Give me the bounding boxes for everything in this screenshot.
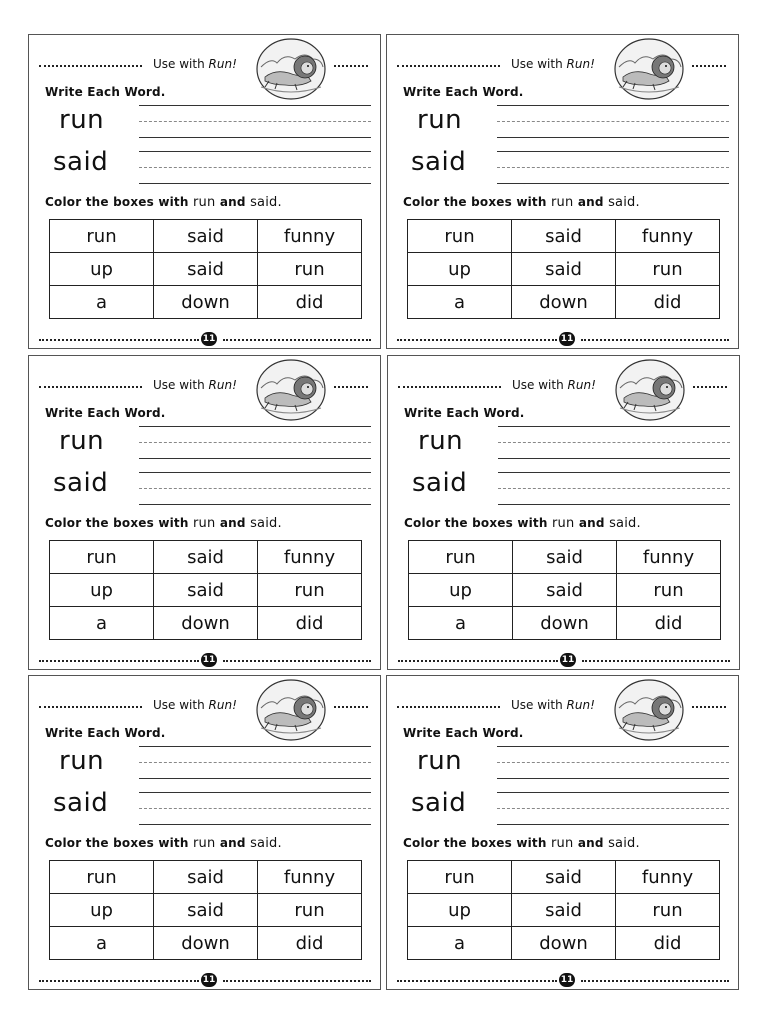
grid-cell[interactable]: run (50, 220, 154, 253)
writing-line[interactable] (139, 472, 371, 473)
grid-cell[interactable]: up (50, 574, 154, 607)
use-with-prefix: Use with (153, 378, 205, 392)
instruction-word-said: said. (608, 836, 640, 851)
grid-cell[interactable]: said (154, 574, 258, 607)
grid-cell[interactable]: funny (258, 220, 362, 253)
instruction-word-run: run (193, 516, 216, 531)
dotted-rule-bottom-left (39, 660, 199, 662)
write-each-word-instruction: Write Each Word. (403, 726, 524, 740)
color-boxes-instruction (403, 836, 640, 851)
dotted-rule-bottom-left (397, 980, 557, 982)
writing-line[interactable] (139, 105, 371, 106)
use-with-label (511, 698, 595, 712)
grid-cell[interactable]: run (50, 541, 154, 574)
color-boxes-instruction (45, 836, 282, 851)
dotted-rule-bottom-left (398, 660, 558, 662)
grid-cell[interactable]: a (50, 607, 154, 640)
dotted-rule-top-left (397, 706, 500, 708)
instruction-text: Color the boxes with (403, 836, 547, 850)
dotted-rule-top-right (334, 386, 368, 388)
use-with-label (512, 378, 596, 392)
color-boxes-instruction (403, 195, 640, 210)
trace-word-run: run (418, 426, 464, 456)
dotted-rule-top-right (692, 706, 726, 708)
grid-cell[interactable]: a (50, 286, 154, 319)
instruction-text: and (219, 836, 246, 850)
writing-guide-line (497, 121, 729, 122)
dotted-rule-bottom-left (39, 339, 199, 341)
instruction-text: Color the boxes with (45, 195, 189, 209)
use-with-label (153, 378, 237, 392)
use-with-label (153, 698, 237, 712)
dotted-rule-top-right (693, 386, 727, 388)
word-grid (407, 219, 720, 319)
instruction-text: and (219, 195, 246, 209)
page-number-badge: 11 (560, 975, 574, 985)
page-number-badge: 11 (202, 975, 216, 985)
instruction-text: Color the boxes with (404, 516, 548, 530)
grid-cell[interactable]: run (408, 861, 512, 894)
grid-row (50, 861, 362, 894)
grid-cell[interactable]: down (154, 286, 258, 319)
dotted-rule-bottom-left (397, 339, 557, 341)
grid-cell[interactable]: said (512, 894, 616, 927)
write-each-word-instruction: Write Each Word. (404, 406, 525, 420)
use-with-title: Run! (208, 698, 237, 712)
trace-word-said: said (411, 788, 467, 818)
grid-cell[interactable]: down (154, 927, 258, 960)
lion-icon (613, 678, 685, 742)
writing-guide-line (139, 167, 371, 168)
grid-cell[interactable]: did (258, 927, 362, 960)
use-with-label (511, 57, 595, 71)
writing-line[interactable] (139, 746, 371, 747)
writing-line[interactable] (139, 824, 371, 825)
grid-cell[interactable]: did (617, 607, 721, 640)
instruction-word-run: run (193, 836, 216, 851)
writing-line[interactable] (498, 426, 730, 427)
lion-icon (255, 678, 327, 742)
writing-guide-line (497, 167, 729, 168)
grid-row (50, 607, 362, 640)
writing-line[interactable] (139, 458, 371, 459)
use-with-title: Run! (566, 57, 595, 71)
grid-cell[interactable]: down (513, 607, 617, 640)
grid-row (50, 541, 362, 574)
writing-line[interactable] (497, 137, 729, 138)
grid-row (409, 607, 721, 640)
lion-icon (613, 37, 685, 101)
instruction-word-said: said. (609, 516, 641, 531)
instruction-word-said: said. (608, 195, 640, 210)
dotted-rule-top-left (39, 386, 142, 388)
page-number-badge: 11 (202, 655, 216, 665)
dotted-rule-top-right (692, 65, 726, 67)
grid-cell[interactable]: run (50, 861, 154, 894)
grid-cell[interactable]: did (616, 286, 720, 319)
trace-word-said: said (53, 468, 109, 498)
instruction-text: and (577, 836, 604, 850)
grid-cell[interactable]: funny (617, 541, 721, 574)
grid-cell[interactable]: funny (616, 220, 720, 253)
grid-cell[interactable]: said (513, 574, 617, 607)
dotted-rule-top-left (39, 65, 142, 67)
grid-cell[interactable]: down (512, 286, 616, 319)
grid-row (50, 927, 362, 960)
instruction-text: and (219, 516, 246, 530)
grid-cell[interactable]: a (408, 286, 512, 319)
grid-cell[interactable]: said (154, 861, 258, 894)
dotted-rule-top-left (398, 386, 501, 388)
grid-row (409, 541, 721, 574)
grid-cell[interactable]: a (408, 927, 512, 960)
writing-guide-line (139, 121, 371, 122)
dotted-rule-bottom-left (39, 980, 199, 982)
writing-line[interactable] (498, 458, 730, 459)
page-number-badge: 11 (561, 655, 575, 665)
instruction-word-said: said. (250, 516, 282, 531)
writing-line[interactable] (498, 472, 730, 473)
instruction-text: and (577, 195, 604, 209)
lion-icon (255, 358, 327, 422)
grid-cell[interactable]: said (154, 541, 258, 574)
writing-line[interactable] (139, 137, 371, 138)
grid-cell[interactable]: run (408, 220, 512, 253)
trace-word-run: run (59, 426, 105, 456)
word-grid (49, 860, 362, 960)
lion-icon (255, 37, 327, 101)
trace-word-run: run (417, 746, 463, 776)
write-each-word-instruction: Write Each Word. (45, 406, 166, 420)
grid-cell[interactable]: said (154, 894, 258, 927)
writing-line[interactable] (497, 824, 729, 825)
grid-cell[interactable]: said (512, 861, 616, 894)
grid-cell[interactable]: up (408, 253, 512, 286)
grid-cell[interactable]: did (258, 607, 362, 640)
grid-cell[interactable]: up (50, 894, 154, 927)
use-with-prefix: Use with (511, 698, 563, 712)
grid-cell[interactable]: run (617, 574, 721, 607)
writing-guide-line (498, 488, 730, 489)
writing-line[interactable] (139, 792, 371, 793)
grid-cell[interactable]: up (50, 253, 154, 286)
grid-cell[interactable]: said (512, 253, 616, 286)
color-boxes-instruction (45, 516, 282, 531)
write-each-word-instruction: Write Each Word. (403, 85, 524, 99)
instruction-text: and (578, 516, 605, 530)
grid-cell[interactable]: down (154, 607, 258, 640)
writing-guide-line (139, 442, 371, 443)
writing-guide-line (139, 762, 371, 763)
grid-row (408, 861, 720, 894)
instruction-word-run: run (551, 195, 574, 210)
word-grid (407, 860, 720, 960)
grid-cell[interactable]: a (50, 927, 154, 960)
grid-row (408, 220, 720, 253)
grid-cell[interactable]: up (408, 894, 512, 927)
dotted-rule-bottom-right (223, 660, 371, 662)
dotted-rule-bottom-right (581, 980, 729, 982)
instruction-word-said: said. (250, 195, 282, 210)
grid-cell[interactable]: up (409, 574, 513, 607)
use-with-title: Run! (208, 57, 237, 71)
worksheet-card-middle-right (387, 355, 740, 670)
use-with-label (153, 57, 237, 71)
grid-cell[interactable]: said (154, 253, 258, 286)
use-with-prefix: Use with (153, 698, 205, 712)
writing-line[interactable] (497, 746, 729, 747)
color-boxes-instruction (45, 195, 282, 210)
word-grid (49, 219, 362, 319)
writing-guide-line (497, 762, 729, 763)
grid-row (408, 253, 720, 286)
grid-cell[interactable]: run (616, 894, 720, 927)
instruction-word-run: run (193, 195, 216, 210)
grid-row (50, 220, 362, 253)
worksheet-card-bottom-left (28, 675, 381, 990)
instruction-word-run: run (552, 516, 575, 531)
grid-row (50, 253, 362, 286)
writing-guide-line (139, 488, 371, 489)
trace-word-said: said (53, 788, 109, 818)
use-with-prefix: Use with (511, 57, 563, 71)
writing-line[interactable] (139, 426, 371, 427)
trace-word-said: said (411, 147, 467, 177)
grid-row (50, 286, 362, 319)
writing-guide-line (139, 808, 371, 809)
instruction-text: Color the boxes with (45, 836, 189, 850)
trace-word-run: run (59, 746, 105, 776)
worksheet-card-bottom-right (386, 675, 739, 990)
instruction-word-said: said. (250, 836, 282, 851)
use-with-prefix: Use with (512, 378, 564, 392)
writing-line[interactable] (139, 504, 371, 505)
grid-cell[interactable]: down (512, 927, 616, 960)
writing-guide-line (498, 442, 730, 443)
use-with-title: Run! (208, 378, 237, 392)
grid-cell[interactable]: said (513, 541, 617, 574)
instruction-word-run: run (551, 836, 574, 851)
grid-cell[interactable]: run (258, 894, 362, 927)
use-with-title: Run! (567, 378, 596, 392)
grid-row (409, 574, 721, 607)
grid-cell[interactable]: run (258, 253, 362, 286)
use-with-title: Run! (566, 698, 595, 712)
grid-row (408, 927, 720, 960)
word-grid (408, 540, 721, 640)
worksheet-card-middle-left (28, 355, 381, 670)
grid-cell[interactable]: said (154, 220, 258, 253)
grid-cell[interactable]: a (409, 607, 513, 640)
grid-cell[interactable]: run (258, 574, 362, 607)
grid-cell[interactable]: run (409, 541, 513, 574)
trace-word-said: said (53, 147, 109, 177)
writing-line[interactable] (498, 504, 730, 505)
trace-word-run: run (417, 105, 463, 135)
grid-cell[interactable]: did (258, 286, 362, 319)
grid-cell[interactable]: run (616, 253, 720, 286)
dotted-rule-bottom-right (223, 339, 371, 341)
use-with-prefix: Use with (153, 57, 205, 71)
lion-icon (614, 358, 686, 422)
worksheet-card-top-left (28, 34, 381, 349)
instruction-text: Color the boxes with (403, 195, 547, 209)
write-each-word-instruction: Write Each Word. (45, 85, 166, 99)
dotted-rule-bottom-right (223, 980, 371, 982)
write-each-word-instruction: Write Each Word. (45, 726, 166, 740)
grid-cell[interactable]: did (616, 927, 720, 960)
dotted-rule-top-right (334, 65, 368, 67)
writing-line[interactable] (497, 183, 729, 184)
dotted-rule-bottom-right (581, 339, 729, 341)
writing-line[interactable] (497, 151, 729, 152)
grid-cell[interactable]: funny (616, 861, 720, 894)
page-number-badge: 11 (560, 334, 574, 344)
writing-line[interactable] (139, 778, 371, 779)
dotted-rule-top-left (39, 706, 142, 708)
grid-row (408, 286, 720, 319)
writing-line[interactable] (139, 151, 371, 152)
writing-line[interactable] (139, 183, 371, 184)
grid-row (50, 574, 362, 607)
trace-word-said: said (412, 468, 468, 498)
writing-line[interactable] (497, 778, 729, 779)
dotted-rule-top-left (397, 65, 500, 67)
grid-row (408, 894, 720, 927)
dotted-rule-bottom-right (582, 660, 730, 662)
color-boxes-instruction (404, 516, 641, 531)
grid-cell[interactable]: funny (258, 541, 362, 574)
page-number-badge: 11 (202, 334, 216, 344)
grid-cell[interactable]: said (512, 220, 616, 253)
worksheet-card-top-right (386, 34, 739, 349)
writing-line[interactable] (497, 792, 729, 793)
grid-cell[interactable]: funny (258, 861, 362, 894)
dotted-rule-top-right (334, 706, 368, 708)
trace-word-run: run (59, 105, 105, 135)
writing-guide-line (497, 808, 729, 809)
word-grid (49, 540, 362, 640)
grid-row (50, 894, 362, 927)
instruction-text: Color the boxes with (45, 516, 189, 530)
writing-line[interactable] (497, 105, 729, 106)
